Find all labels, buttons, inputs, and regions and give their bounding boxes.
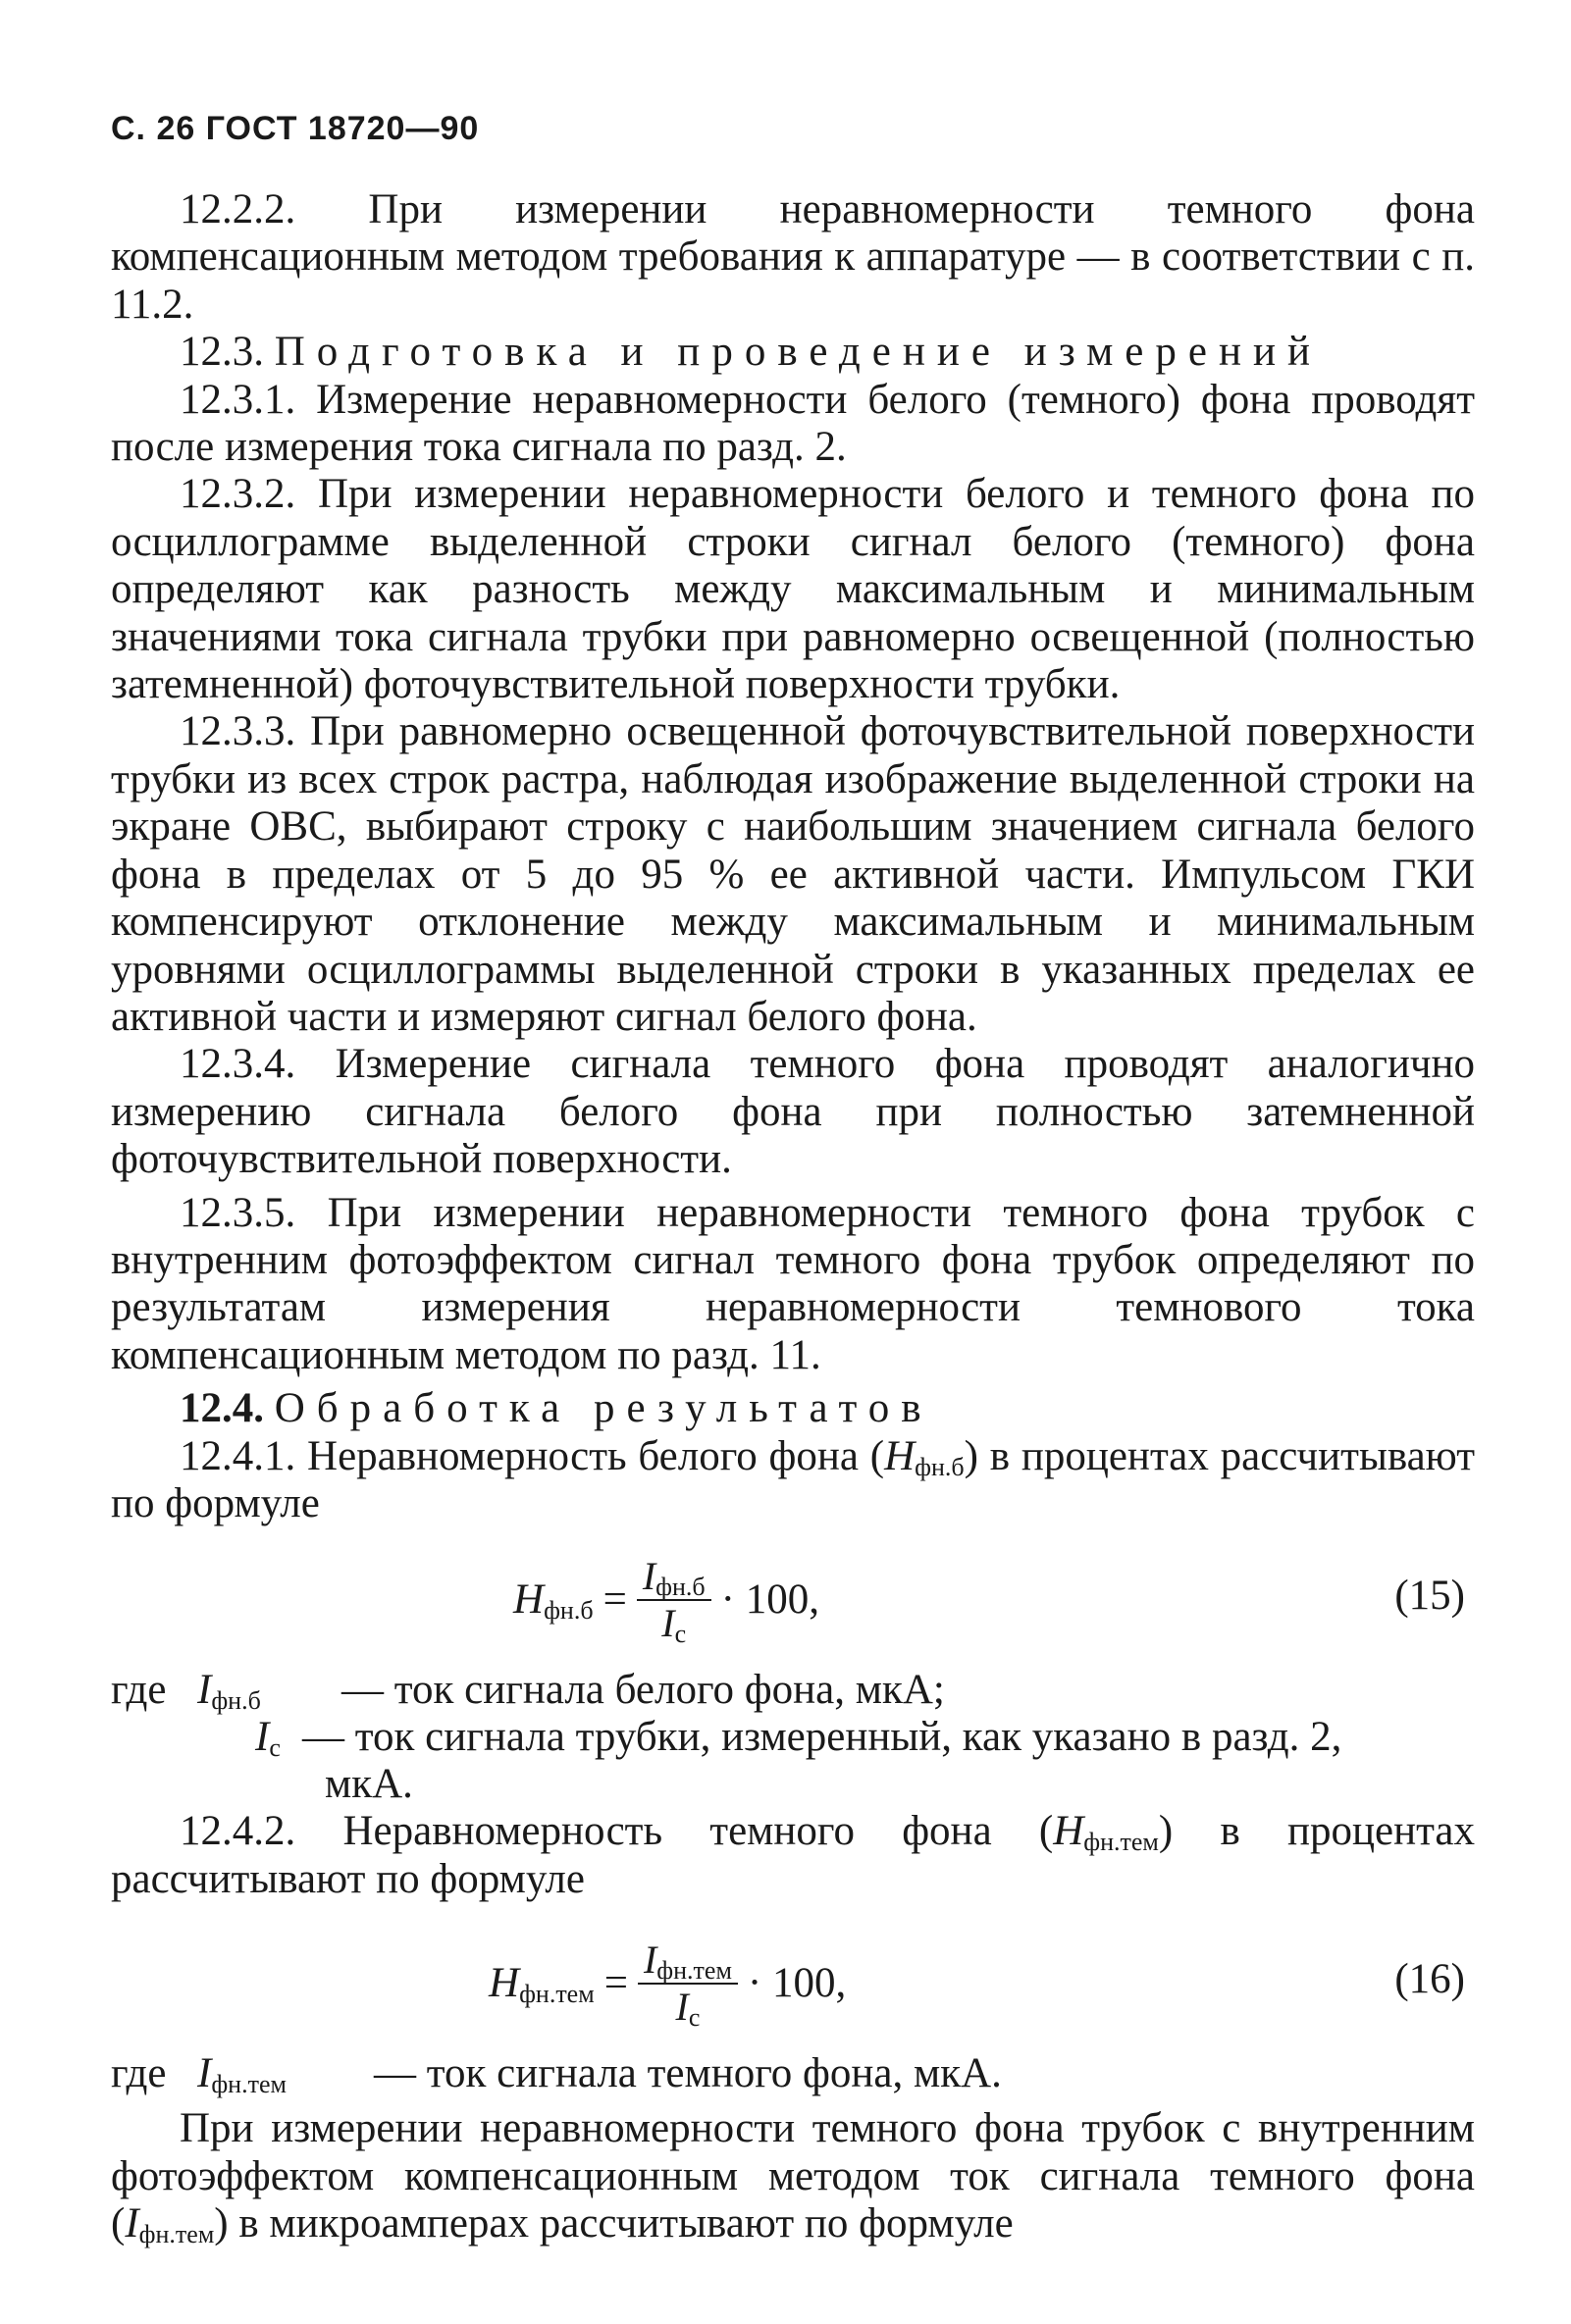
- paragraph-12-4-2: 12.4.2. Неравномерность темного фона $(H_{фн.тем})$ в процентах рассчитывают по формуле: [111, 1808, 1475, 1902]
- section-12-3-heading: [111, 329, 1475, 376]
- section-title: Подготовка и проведение измерений: [274, 329, 1323, 376]
- section-number: 12.3.: [180, 329, 264, 376]
- section-12-4-heading: [111, 1385, 1475, 1432]
- paragraph-12-4-1: 12.4.1. Неравномерность белого фона $(H_{фн.б})$ в процентах рассчитывают по формуле: [111, 1432, 1475, 1526]
- section-number: 12.4.: [180, 1385, 264, 1432]
- paragraph-12-2-2: 12.2.2. При измерении неравномерности темного фона компенсационным методом требования к аппаратуре — в соответствии с п. 11.2.: [111, 186, 1475, 328]
- formula-16: $H_{фн.тем}$ = $\frac{I_{фн.тем}}{I_с}$ · 100, (16): [489, 1937, 1465, 2033]
- paragraph-12-3-4: 12.3.4. Измерение сигнала темного фона проводят аналогично измерению сигнала белого фона при полностью затемненной фоточувствительной поверхности.: [111, 1041, 1475, 1183]
- formula-lhs: $H_{фн.тем}$: [489, 1959, 595, 2008]
- formula-fraction: $\frac{I_{фн.тем}}{I_с}$: [638, 1939, 738, 2028]
- formula-15: $H_{фн.б}$ = $\frac{I_{фн.б}}{I_с}$ · 100, (15): [513, 1554, 1465, 1649]
- paragraph-12-3-1: 12.3.1. Измерение неравномерности белого (темного) фона проводят после измерения тока сигнала по разд. 2.: [111, 376, 1475, 471]
- paragraph-12-3-2: 12.3.2. При измерении неравномерности белого и темного фона по осциллограмме выделенной строки сигнал белого (темного) фона определяют как разность между максимальным и минимальным значениями тока сигнала трубки при равномерно освещенной (полностью затемненной) фоточувствительной поверхности трубки.: [111, 471, 1475, 708]
- paragraph-final: При измерении неравномерности темного фона трубок с внутренним фотоэффектом компенсационным методом ток сигнала темного фона $(I_{фн.тем})$ в микроамперах рассчитывают по формуле: [111, 2105, 1475, 2248]
- section-title: Обработка результатов: [274, 1385, 933, 1432]
- equation-number: (15): [1394, 1573, 1465, 1620]
- formula-fraction: $\frac{I_{фн.б}}{I_с}$: [637, 1556, 711, 1644]
- legend-item-continuation: мкА.: [325, 1761, 413, 1808]
- page-header: С. 26 ГОСТ 18720—90: [111, 110, 480, 147]
- paragraph-12-3-3: 12.3.3. При равномерно освещенной фоточувствительной поверхности трубки из всех строк растра, наблюдая изображение выделенной строки на экране ОВС, выбирают строку с наибольшим значением сигнала белого фона в пределах от 5 до 95 % ее активной части. Импульсом ГКИ компенсируют отклонение между максимальным и минимальным уровнями осциллограммы выделенной строки в указанных пределах ее активной части и измеряют сигнал белого фона.: [111, 708, 1475, 1040]
- legend-item: где $I_{фн.тем}$ — ток сигнала темного фона, мкА.: [111, 2050, 1002, 2099]
- legend-item: $I_с$ — ток сигнала трубки, измеренный, как указано в разд. 2,: [255, 1714, 1342, 1763]
- paragraph-12-3-5: 12.3.5. При измерении неравномерности темного фона трубок с внутренним фотоэффектом сигнал темного фона трубок определяют по результатам измерения неравномерности темнового тока компенсационным методом по разд. 11.: [111, 1189, 1475, 1378]
- document-body: [111, 186, 1475, 2247]
- legend-item: где $I_{фн.б}$ — ток сигнала белого фона, мкА;: [111, 1667, 945, 1716]
- equation-number: (16): [1394, 1956, 1465, 2003]
- formula-lhs: $H_{фн.б}$: [513, 1576, 594, 1626]
